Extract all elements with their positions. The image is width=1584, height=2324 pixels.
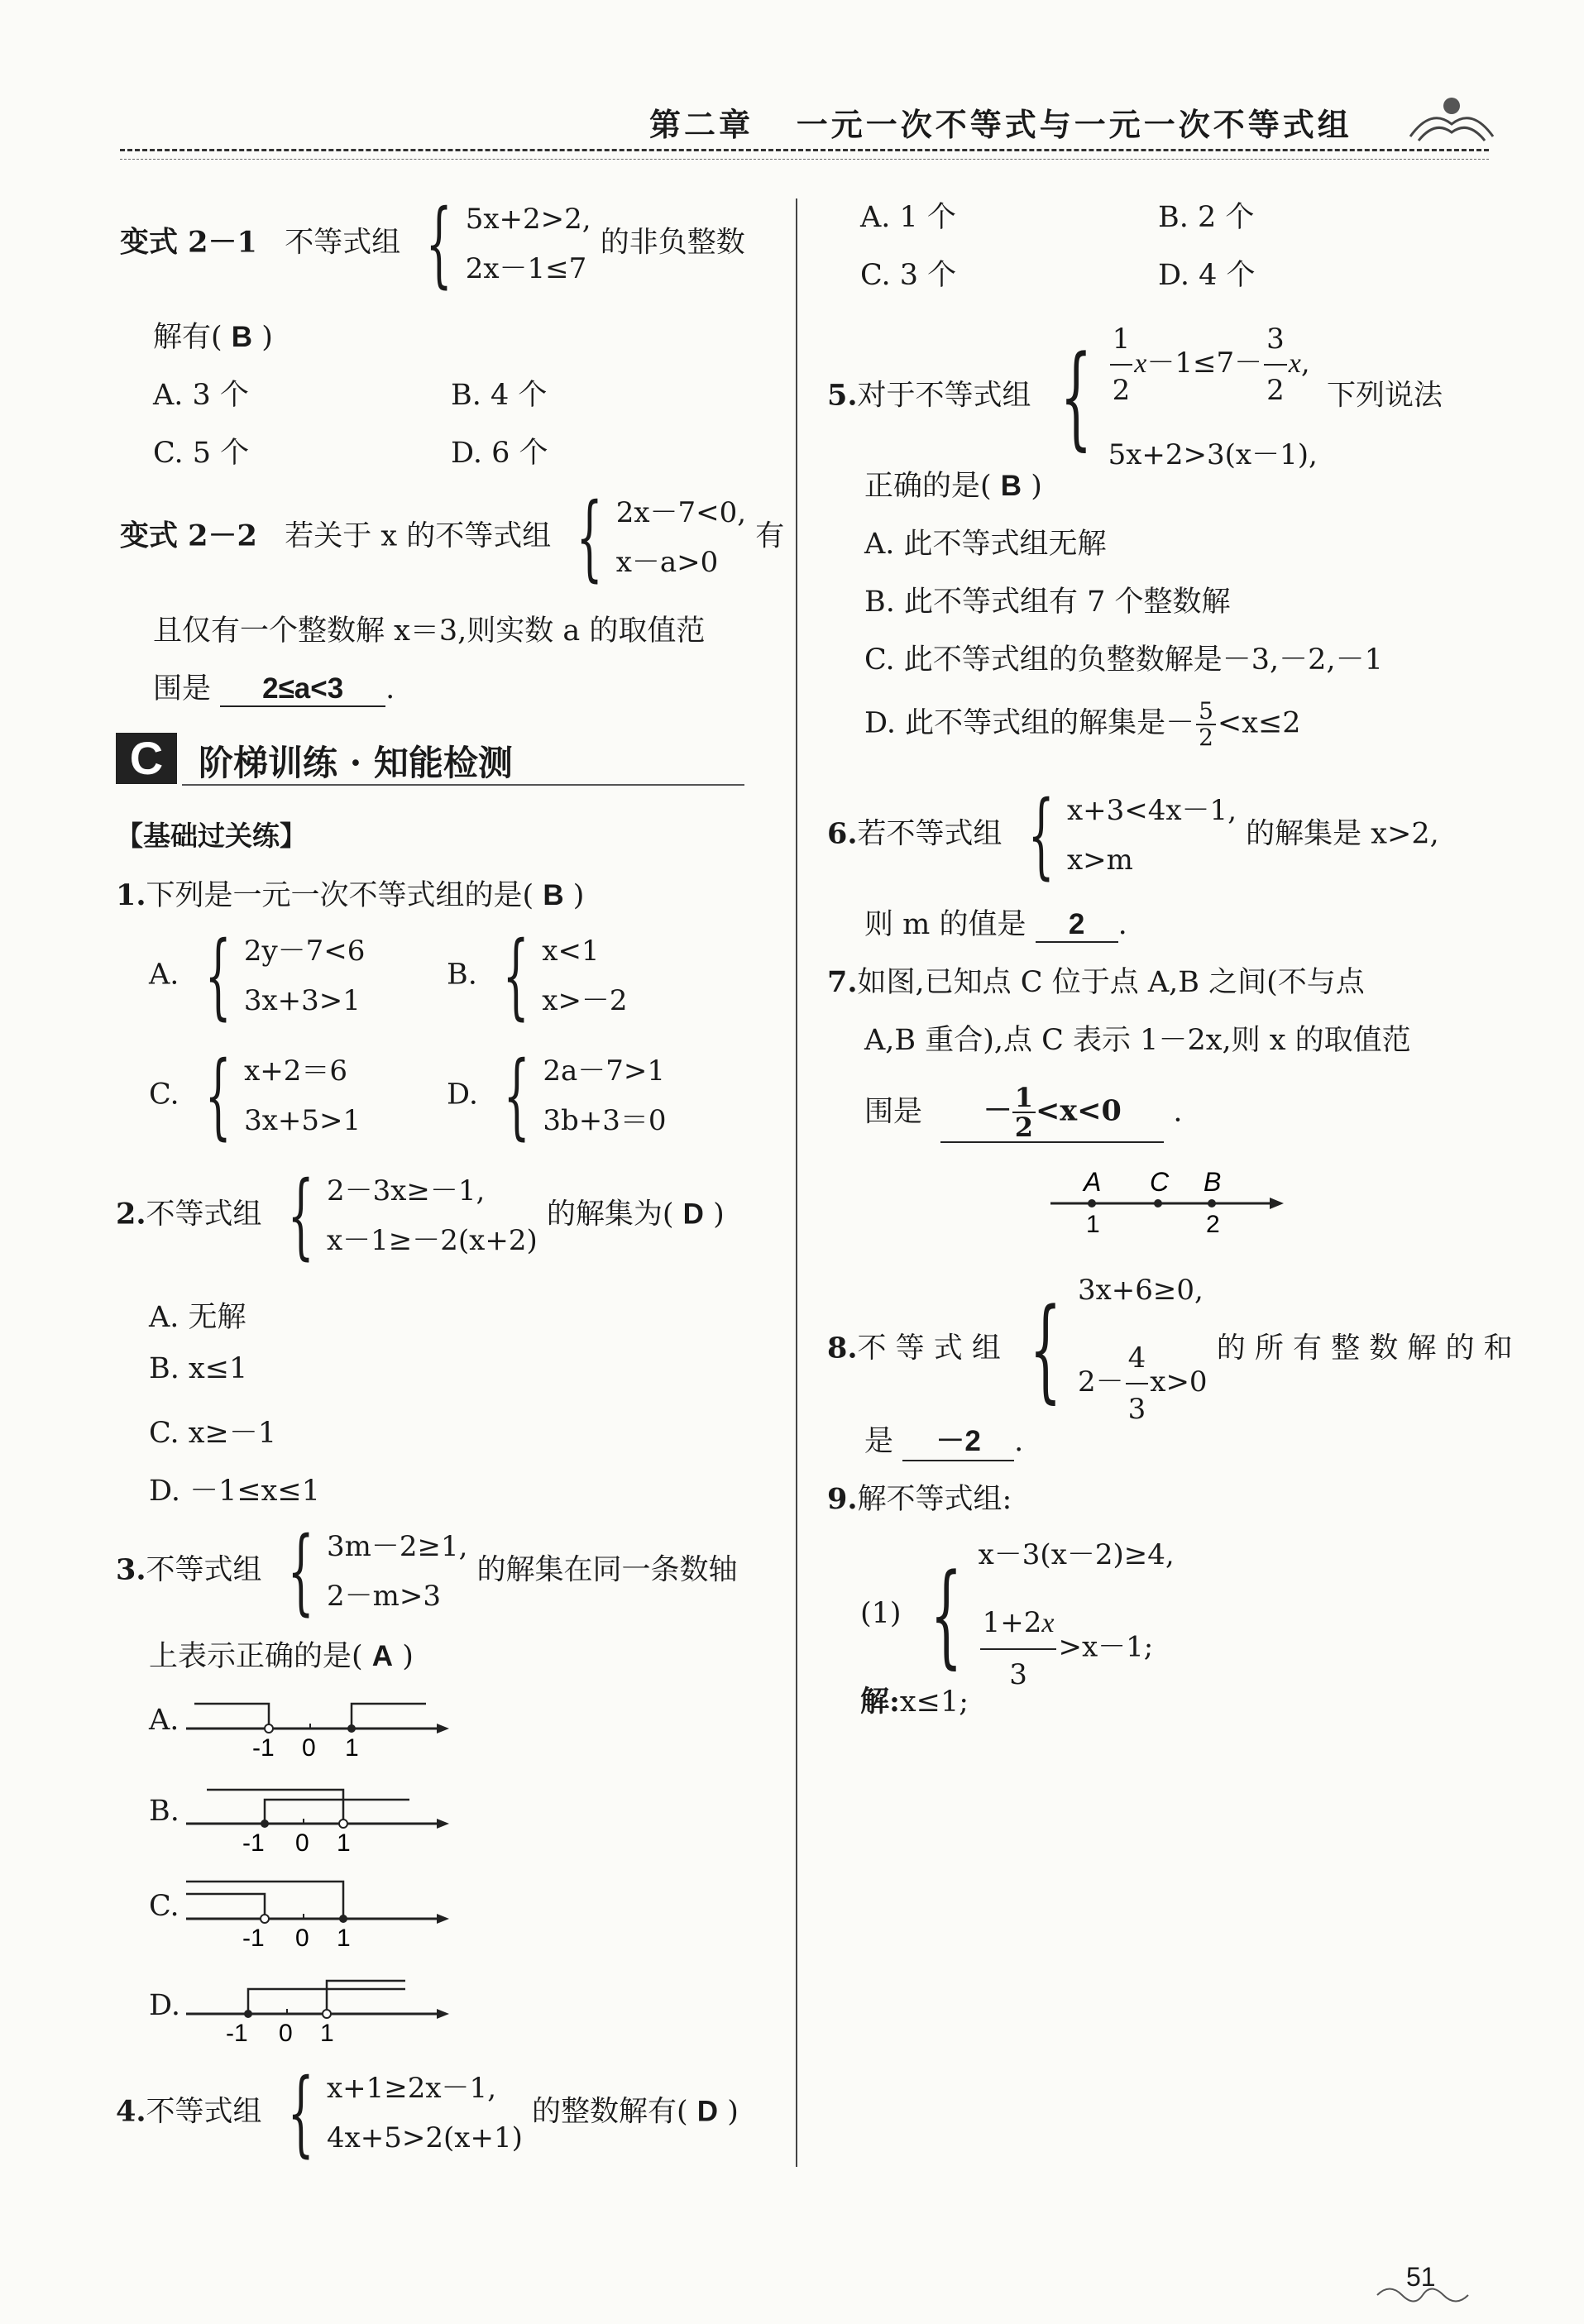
svg-text:1: 1: [320, 2020, 334, 2047]
section-subtitle: 【基础过关练】: [116, 820, 307, 852]
q1-option-b: B. { x<1 x>－2: [447, 921, 628, 1030]
q6-answer: 2: [1036, 908, 1118, 943]
section-c-header: [116, 728, 744, 790]
svg-text:C: C: [1150, 1167, 1170, 1197]
svg-text:2: 2: [1206, 1211, 1220, 1238]
q3-line2: 上表示正确的是( A ): [149, 1640, 414, 1673]
svg-text:-1: -1: [252, 1734, 275, 1762]
q2-option-d: D. －1≤x≤1: [149, 1475, 320, 1508]
svg-text:0: 0: [302, 1734, 316, 1762]
section-rule: [182, 784, 744, 786]
v21-option-a: A. 3 个: [153, 379, 249, 412]
svg-text:1: 1: [337, 1829, 351, 1853]
svg-text:1: 1: [1086, 1211, 1100, 1238]
q3-option-d-numberline: [186, 1973, 459, 2047]
svg-text:0: 0: [279, 2020, 293, 2047]
q8-answer: －2: [902, 1418, 1014, 1461]
q6-stem: 6.若不等式组 { x+3<4x－1, x>m 的解集是 x>2,: [827, 781, 1439, 889]
svg-text:1: 1: [345, 1734, 359, 1762]
q3-option-a-label: A.: [149, 1704, 179, 1737]
variant-2-1: 变式 2－1 不等式组 { 5x+2>2, 2x－1≤7 的非负整数: [120, 189, 745, 298]
q3-option-c-label: C.: [149, 1890, 179, 1923]
q4-option-d: D. 4 个: [1158, 259, 1256, 292]
section-letter: C: [116, 733, 177, 784]
v22-answer: 2≤a<3: [220, 672, 385, 707]
svg-text:-1: -1: [226, 2020, 248, 2047]
q5-option-d: D. 此不等式组的解集是－ $\frac{5}{2}$ <x≤2: [864, 697, 1301, 751]
q8-stem: 8.不 等 式 组 { 3x+6≥0, 2－ $\frac{4}{3}$ x>0 的 所 有 整 数 解 的 和: [827, 1274, 1513, 1426]
svg-text:0: 0: [295, 1925, 309, 1948]
svg-text:0: 0: [295, 1829, 309, 1853]
q4-stem: 4.不等式组 { x+1≥2x－1, 4x+5>2(x+1) 的整数解有( D ): [116, 2059, 739, 2167]
q7-stem: 7.如图,已知点 C 位于点 A,B 之间(不与点: [827, 965, 1365, 999]
q2-option-c: C. x≥－1: [149, 1417, 277, 1450]
q5-option-c: C. 此不等式组的负整数解是－3,－2,－1: [864, 643, 1383, 677]
q9-stem: 9.解不等式组:: [827, 1482, 1012, 1516]
v22-line3: 围是 2≤a<3 .: [153, 672, 395, 705]
header-title: 第二章 一元一次不等式与一元一次不等式组: [649, 106, 1352, 143]
q6-line2: 则 m 的值是 2 .: [864, 908, 1127, 941]
svg-text:B: B: [1204, 1167, 1222, 1197]
footer-ornament-icon: [1373, 2283, 1472, 2307]
q5-option-a: A. 此不等式组无解: [864, 528, 1107, 561]
v21-line2: 解有( B ): [153, 321, 273, 354]
v22-line2: 且仅有一个整数解 x＝3,则实数 a 的取值范: [153, 614, 706, 648]
q5-line2: 正确的是( B ): [864, 470, 1042, 503]
page-number: 51: [1406, 2262, 1436, 2292]
q1-stem: 1.下列是一元一次不等式组的是( B ): [116, 878, 585, 912]
q3-stem: 3.不等式组 { 3m－2≥1, 2－m>3 的解集在同一条数轴: [116, 1517, 738, 1625]
q2-option-a: A. 无解: [149, 1301, 246, 1334]
q3-option-a-numberline: [186, 1687, 459, 1762]
q3-option-b-numberline: [186, 1778, 459, 1853]
column-divider: [796, 198, 797, 2167]
q2-stem: 2.不等式组 { 2－3x≥－1, x－1≥－2(x+2) 的解集为( D ): [116, 1161, 725, 1270]
q4-option-b: B. 2 个: [1158, 201, 1255, 234]
q2-option-b: B. x≤1: [149, 1352, 248, 1385]
header-rule: [120, 149, 1489, 151]
v21-option-d: D. 6 个: [451, 437, 548, 470]
q9-solution: 解:x≤1;: [860, 1685, 969, 1719]
v21-system: { 5x+2>2, 2x－1≤7: [426, 189, 591, 298]
q7-numberline: [1050, 1166, 1299, 1241]
svg-text:-1: -1: [242, 1925, 265, 1948]
svg-text:1: 1: [337, 1925, 351, 1948]
q3-option-b-label: B.: [149, 1795, 179, 1828]
section-title: 阶梯训练 · 知能检测: [199, 743, 513, 783]
q7-answer: － $\frac{1}{2}$ <x<0: [940, 1083, 1164, 1143]
svg-text:-1: -1: [242, 1829, 265, 1853]
q8-line2: 是 －2 .: [864, 1418, 1023, 1461]
q1-option-c: C. { x+2＝6 3x+5>1: [149, 1041, 361, 1150]
variant-2-2: 变式 2－2 若关于 x 的不等式组 { 2x－7<0, x－a>0 有: [120, 483, 785, 591]
v21-option-b: B. 4 个: [451, 379, 548, 412]
header-rule-thin: [120, 159, 1489, 160]
q7-line3: 围是 － $\frac{1}{2}$ <x<0 .: [864, 1082, 1183, 1143]
q4-option-a: A. 1 个: [860, 201, 956, 234]
q1-option-a: A. { 2y－7<6 3x+3>1: [149, 921, 366, 1030]
header-ornament-icon: [1406, 91, 1497, 149]
q3-option-c-numberline: [186, 1869, 459, 1948]
q4-option-c: C. 3 个: [860, 259, 957, 292]
q1-option-d: D. { 2a－7>1 3b+3＝0: [447, 1041, 667, 1150]
q7-line2: A,B 重合),点 C 表示 1－2x,则 x 的取值范: [864, 1024, 1411, 1057]
q5-stem: 5.对于不等式组 { $\frac{1}{2}$ x－1≤7－ $\frac{3}{2}$ x, 5x+2>3(x－1), 下列说法: [827, 314, 1443, 480]
v21-option-c: C. 5 个: [153, 437, 250, 470]
q9-part1: (1) { x－3(x－2)≥4, $\frac{1+2x}{3}$ >x－1;: [860, 1538, 1175, 1691]
v22-system: { 2x－7<0, x－a>0: [577, 483, 747, 591]
svg-text:A: A: [1084, 1167, 1102, 1197]
q3-option-d-label: D.: [149, 1989, 180, 2022]
q5-option-b: B. 此不等式组有 7 个整数解: [864, 586, 1231, 619]
